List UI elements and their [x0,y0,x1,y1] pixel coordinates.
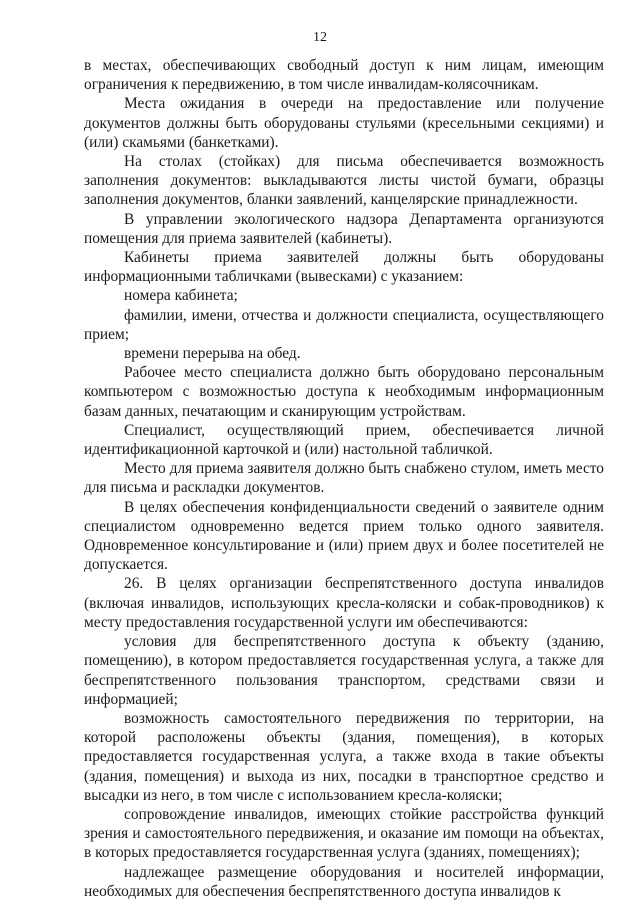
paragraph: в местах, обеспечивающих свободный доступ к ним лицам, имеющим ограничения к передвижению, в том числе инвалидам-колясочникам. [84,57,604,94]
paragraph: В целях обеспечения конфиденциальности сведений о заявителе одним специалистом одновременно ведется прием только одного заявителя. Одновременное консультирование и (или) прием двух и более посетителей не допускается. [84,498,604,574]
paragraph: надлежащее размещение оборудования и носителей информации, необходимых для обеспечения беспрепятственного доступа инвалидов к [84,863,604,900]
document-body [84,56,604,901]
page-number: 12 [313,30,327,45]
paragraph: На столах (стойках) для письма обеспечивается возможность заполнения документов: выкладываются листы чистой бумаги, образцы заполнения документов, бланки заявлений, канцелярские принадлежности. [84,153,604,209]
paragraph: сопровождение инвалидов, имеющих стойкие расстройства функций зрения и самостоятельного передвижения, и оказание им помощи на объектах, в которых предоставляется государственная услуга (зданиях, помещениях); [84,805,604,862]
paragraph: Кабинеты приема заявителей должны быть оборудованы информационными табличками (вывесками) с указанием: [84,249,604,286]
paragraph: В управлении экологического надзора Департамента организуются помещения для приема заявителей (кабинеты). [84,210,604,247]
paragraph: номера кабинета; [124,287,238,305]
paragraph: времени перерыва на обед. [124,345,301,363]
paragraph: фамилии, имени, отчества и должности специалиста, осуществляющего прием; [84,306,604,343]
paragraph: условия для беспрепятственного доступа к объекту (зданию, помещению), в котором предоставляется государственная услуга, а также для беспрепятственного пользования транспортом, средствами связи и информацией; [84,633,604,708]
paragraph: Рабочее место специалиста должно быть оборудовано персональным компьютером с возможностью доступа к необходимым информационным базам данных, печатающим и сканирующим устройствам. [84,364,604,420]
paragraph: 26. В целях организации беспрепятственного доступа инвалидов (включая инвалидов, использующих кресла-коляски и собак-проводников) к месту предоставления государственной услуги им обеспечиваются: [84,575,604,631]
paragraph: Специалист, осуществляющий прием, обеспечивается личной идентификационной карточкой и (или) настольной табличкой. [84,421,604,459]
paragraph: возможность самостоятельного передвижения по территории, на которой расположены объекты (здания, помещения), в которых предоставляется государственная услуга, а также входа в такие объекты (здания, помещения) и выхода из них, посадки в транспортное средство и высадки из него, в том числе с использованием кресла-коляски; [84,709,604,804]
paragraph: Место для приема заявителя должно быть снабжено стулом, иметь место для письма и раскладки документов. [84,460,604,497]
paragraph: Места ожидания в очереди на предоставление или получение документов должны быть оборудованы стульями (кресельными секциями) и (или) скамьями (банкетками). [84,95,604,151]
